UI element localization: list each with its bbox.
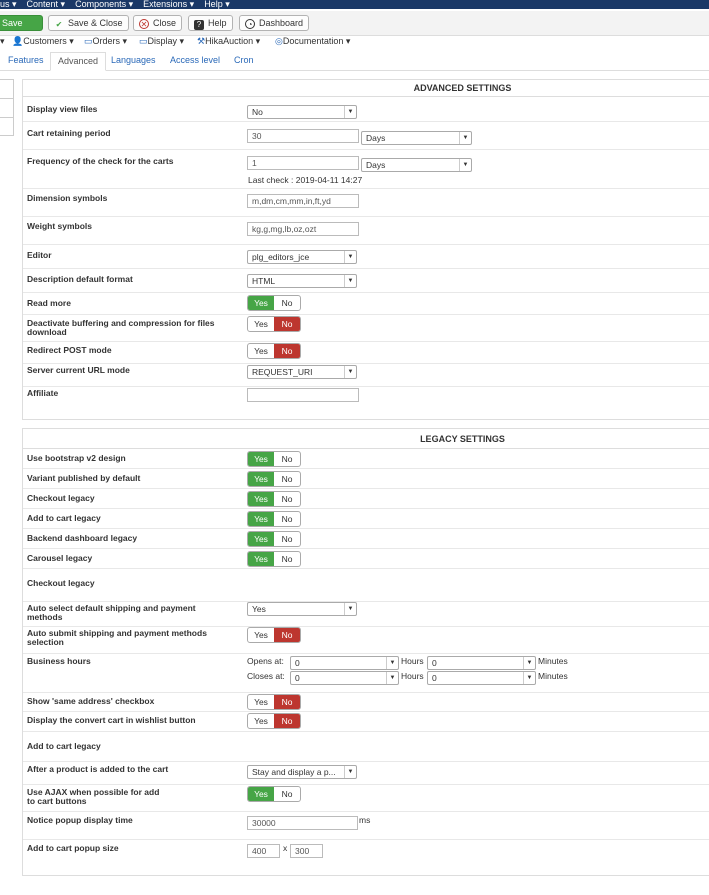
addcart-legacy-section-title: Add to cart legacy [27, 741, 101, 751]
help-icon: ? [194, 20, 204, 30]
label-dimension: Dimension symbols [27, 193, 108, 203]
label-server-url: Server current URL mode [27, 365, 130, 375]
subnav-display[interactable] [139, 36, 184, 46]
frequency-input[interactable]: 1 [247, 156, 359, 170]
carousel-legacy-no[interactable]: No [281, 554, 293, 564]
label-deactivate-buffering: Deactivate buffering and compression for files download [27, 318, 215, 337]
row-variant [23, 469, 709, 489]
cart-retaining-unit-select[interactable] [361, 131, 472, 145]
deactivate-buffering-yes[interactable]: Yes [254, 319, 268, 329]
row-addcart-legacy [23, 509, 709, 529]
dashboard-button[interactable] [239, 15, 309, 31]
auto-submit-yes[interactable]: Yes [254, 630, 268, 640]
tab-cron[interactable]: Cron [234, 55, 254, 65]
subnav-hikaauction[interactable] [197, 36, 260, 46]
label-weight: Weight symbols [27, 221, 93, 231]
label-addcart-legacy: Add to cart legacy [27, 513, 101, 523]
help-label: Help [208, 18, 227, 28]
label-notice-time: Notice popup display time [27, 815, 133, 825]
chevron-down-icon: ▼ [386, 672, 398, 684]
auto-select-select[interactable] [247, 602, 357, 616]
menu-components[interactable]: Components ▾ [75, 0, 134, 9]
toolbar [0, 11, 709, 36]
label-editor: Editor [27, 250, 52, 260]
sub-navigation [0, 36, 709, 48]
ajax-toggle[interactable] [247, 786, 301, 802]
help-button[interactable] [188, 15, 233, 31]
redirect-post-toggle[interactable] [247, 343, 301, 359]
popup-size-separator: x [283, 843, 288, 853]
menu-users[interactable]: us ▾ [0, 0, 17, 9]
row-business-hours [23, 654, 709, 693]
chevron-down-icon: ▼ [459, 132, 471, 144]
frequency-unit-select[interactable] [361, 158, 472, 172]
label-desc-format: Description default format [27, 274, 133, 284]
dimension-input[interactable]: m,dm,cm,mm,in,ft,yd [247, 194, 359, 208]
addcart-legacy-toggle[interactable] [247, 511, 301, 527]
close-icon: ✕ [140, 20, 148, 29]
popup-height-input[interactable]: 300 [290, 844, 323, 858]
auto-select-value: Yes [252, 604, 266, 614]
chevron-down-icon: ▼ [523, 657, 535, 669]
label-after-product: After a product is added to the cart [27, 764, 169, 774]
chevron-down-icon: ▼ [344, 766, 356, 778]
variant-yes[interactable]: Yes [248, 472, 274, 486]
chevron-down-icon: ▼ [344, 275, 356, 287]
closes-hours-label: Hours [401, 671, 424, 681]
server-url-value: REQUEST_URI [252, 367, 313, 377]
customers-icon: 👤 [12, 36, 24, 46]
save-close-label: Save & Close [68, 18, 123, 28]
chevron-down-icon: ▼ [386, 657, 398, 669]
row-bootstrap [23, 449, 709, 469]
weight-input[interactable]: kg,g,mg,lb,oz,ozt [247, 222, 359, 236]
display-icon: ▭ [139, 36, 148, 46]
closes-at-label: Closes at: [247, 671, 285, 681]
label-business-hours: Business hours [27, 656, 91, 666]
desc-format-value: HTML [252, 276, 276, 286]
check-icon: ✔ [55, 20, 63, 29]
ajax-no[interactable]: No [281, 789, 293, 799]
label-auto-submit: Auto submit shipping and payment methods selection [27, 628, 207, 647]
opens-minutes-select[interactable] [427, 656, 536, 670]
legacy-settings-panel [22, 428, 709, 876]
chevron-down-icon: ▼ [344, 251, 356, 263]
desc-format-select[interactable] [247, 274, 357, 288]
label-auto-select: Auto select default shipping and payment methods [27, 603, 196, 622]
row-affiliate [23, 387, 709, 420]
row-ajax [23, 785, 709, 812]
redirect-post-no[interactable]: No [274, 344, 300, 358]
opens-minutes-value: 0 [432, 658, 437, 668]
subnav-display-label: Display ▾ [147, 36, 185, 46]
chevron-down-icon: ▼ [344, 603, 356, 615]
affiliate-input[interactable] [247, 388, 359, 402]
menu-extensions[interactable]: Extensions ▾ [143, 0, 195, 9]
opens-hours-label: Hours [401, 656, 424, 666]
menu-content[interactable]: Content ▾ [26, 0, 66, 9]
backend-legacy-yes[interactable]: Yes [248, 532, 274, 546]
bootstrap-yes[interactable]: Yes [248, 452, 274, 466]
row-popup-size [23, 840, 709, 876]
closes-hours-value: 0 [295, 673, 300, 683]
row-backend-legacy [23, 529, 709, 549]
label-carousel-legacy: Carousel legacy [27, 553, 93, 563]
opens-minutes-label: Minutes [538, 656, 568, 666]
row-auto-submit [23, 627, 709, 654]
deactivate-buffering-no[interactable]: No [274, 317, 300, 331]
row-after-product [23, 762, 709, 785]
cart-retaining-input[interactable]: 30 [247, 129, 359, 143]
label-popup-size: Add to cart popup size [27, 843, 119, 853]
ajax-yes[interactable]: Yes [248, 787, 274, 801]
dashboard-icon: ◔ [245, 19, 255, 29]
checkout-legacy-section-title: Checkout legacy [27, 578, 95, 588]
row-addcart-header [23, 732, 709, 762]
notice-time-input[interactable]: 30000 [247, 816, 358, 830]
label-redirect-post: Redirect POST mode [27, 345, 112, 355]
frequency-unit: Days [366, 160, 386, 170]
convert-cart-yes[interactable]: Yes [254, 716, 268, 726]
row-checkout-legacy [23, 489, 709, 509]
row-notice-time [23, 812, 709, 840]
label-same-address: Show 'same address' checkbox [27, 696, 155, 706]
close-button[interactable] [133, 15, 182, 31]
subnav-orders-label: Orders ▾ [92, 36, 128, 46]
chevron-down-icon: ▼ [459, 159, 471, 171]
read-more-yes[interactable]: Yes [248, 296, 274, 310]
advanced-settings-panel [22, 79, 709, 420]
legacy-settings-title: LEGACY SETTINGS [23, 429, 709, 449]
addcart-legacy-no[interactable]: No [281, 514, 293, 524]
closes-minutes-label: Minutes [538, 671, 568, 681]
checkout-legacy-no[interactable]: No [281, 494, 293, 504]
label-variant: Variant published by default [27, 473, 141, 483]
label-ajax: Use AJAX when possible for add to cart buttons [27, 787, 160, 806]
opens-hours-select[interactable] [290, 656, 399, 670]
advanced-settings-title: ADVANCED SETTINGS [23, 80, 709, 97]
row-editor [23, 245, 709, 269]
closes-minutes-value: 0 [432, 673, 437, 683]
auto-submit-no[interactable]: No [274, 628, 300, 642]
label-affiliate: Affiliate [27, 388, 59, 398]
bootstrap-no[interactable]: No [281, 454, 293, 464]
left-side-menu[interactable] [0, 79, 14, 136]
save-close-button[interactable] [48, 15, 129, 31]
redirect-post-yes[interactable]: Yes [254, 346, 268, 356]
label-frequency: Frequency of the check for the carts [27, 156, 174, 166]
deactivate-buffering-toggle[interactable] [247, 316, 301, 332]
close-label: Close [153, 18, 177, 28]
same-address-toggle[interactable] [247, 694, 301, 710]
orders-icon: ▭ [84, 36, 93, 46]
addcart-legacy-yes[interactable]: Yes [248, 512, 274, 526]
subnav-prev[interactable]: ▾ [0, 36, 5, 46]
tab-languages[interactable]: Languages [111, 55, 156, 65]
hammer-icon: ⚒ [197, 36, 206, 46]
subnav-customers-label: Customers ▾ [23, 36, 74, 46]
convert-cart-toggle[interactable] [247, 713, 301, 729]
row-server-url [23, 364, 709, 387]
after-product-select[interactable] [247, 765, 357, 779]
same-address-no[interactable]: No [274, 695, 300, 709]
settings-tabs [0, 50, 709, 71]
tab-features[interactable]: Features [8, 55, 44, 65]
chevron-down-icon: ▼ [344, 366, 356, 378]
row-auto-select [23, 602, 709, 627]
label-checkout-legacy: Checkout legacy [27, 493, 95, 503]
editor-value: plg_editors_jce [252, 252, 310, 262]
save-label: Save [2, 18, 23, 28]
last-check-text: Last check : 2019-04-11 14:27 [248, 175, 363, 185]
row-same-address [23, 693, 709, 712]
row-display-view-files [23, 98, 709, 122]
row-read-more [23, 293, 709, 315]
display-view-files-value: No [252, 107, 263, 117]
row-redirect-post [23, 342, 709, 364]
chevron-down-icon: ▼ [344, 106, 356, 118]
carousel-legacy-yes[interactable]: Yes [248, 552, 274, 566]
subnav-hikaauction-label: HikaAuction ▾ [205, 36, 261, 46]
popup-width-input[interactable]: 400 [247, 844, 280, 858]
bootstrap-toggle[interactable] [247, 451, 301, 467]
label-convert-cart: Display the convert cart in wishlist button [27, 715, 196, 725]
row-desc-format [23, 269, 709, 293]
opens-at-label: Opens at: [247, 656, 284, 666]
subnav-orders[interactable] [84, 36, 127, 46]
same-address-yes[interactable]: Yes [254, 697, 268, 707]
editor-select[interactable] [247, 250, 357, 264]
row-frequency [23, 150, 709, 189]
label-bootstrap: Use bootstrap v2 design [27, 453, 126, 463]
dashboard-label: Dashboard [259, 18, 304, 28]
checkout-legacy-yes[interactable]: Yes [248, 492, 274, 506]
closes-hours-select[interactable] [290, 671, 399, 685]
variant-toggle[interactable] [247, 471, 301, 487]
closes-minutes-select[interactable] [427, 671, 536, 685]
read-more-no[interactable]: No [281, 298, 293, 308]
server-url-select[interactable] [247, 365, 357, 379]
label-cart-retaining: Cart retaining period [27, 128, 111, 138]
lifebuoy-icon: ◎ [275, 36, 283, 46]
tab-access-level[interactable]: Access level [170, 55, 221, 65]
variant-no[interactable]: No [281, 474, 293, 484]
subnav-documentation[interactable] [275, 36, 350, 46]
backend-legacy-no[interactable]: No [281, 534, 293, 544]
display-view-files-select[interactable] [247, 105, 357, 119]
row-dimension [23, 189, 709, 217]
row-cart-retaining [23, 122, 709, 150]
backend-legacy-toggle[interactable] [247, 531, 301, 547]
cart-retaining-unit: Days [366, 133, 386, 143]
chevron-down-icon: ▼ [523, 672, 535, 684]
carousel-legacy-toggle[interactable] [247, 551, 301, 567]
row-checkout-header [23, 569, 709, 602]
top-menu-bar [0, 0, 709, 9]
row-convert-cart [23, 712, 709, 732]
row-weight [23, 217, 709, 245]
label-read-more: Read more [27, 298, 71, 308]
row-carousel-legacy [23, 549, 709, 569]
row-deactivate-buffering [23, 315, 709, 342]
read-more-toggle[interactable] [247, 295, 301, 311]
subnav-documentation-label: Documentation ▾ [282, 36, 351, 46]
checkout-legacy-toggle[interactable] [247, 491, 301, 507]
opens-hours-value: 0 [295, 658, 300, 668]
convert-cart-no[interactable]: No [274, 714, 300, 728]
label-backend-legacy: Backend dashboard legacy [27, 533, 138, 543]
tab-advanced[interactable]: Advanced [50, 52, 106, 71]
auto-submit-toggle[interactable] [247, 627, 301, 643]
label-display-view-files: Display view files [27, 104, 98, 114]
after-product-value: Stay and display a p... [252, 767, 336, 777]
menu-help[interactable]: Help ▾ [204, 0, 230, 9]
save-button[interactable] [0, 15, 43, 31]
subnav-customers[interactable] [12, 36, 74, 46]
notice-time-unit: ms [359, 815, 371, 825]
